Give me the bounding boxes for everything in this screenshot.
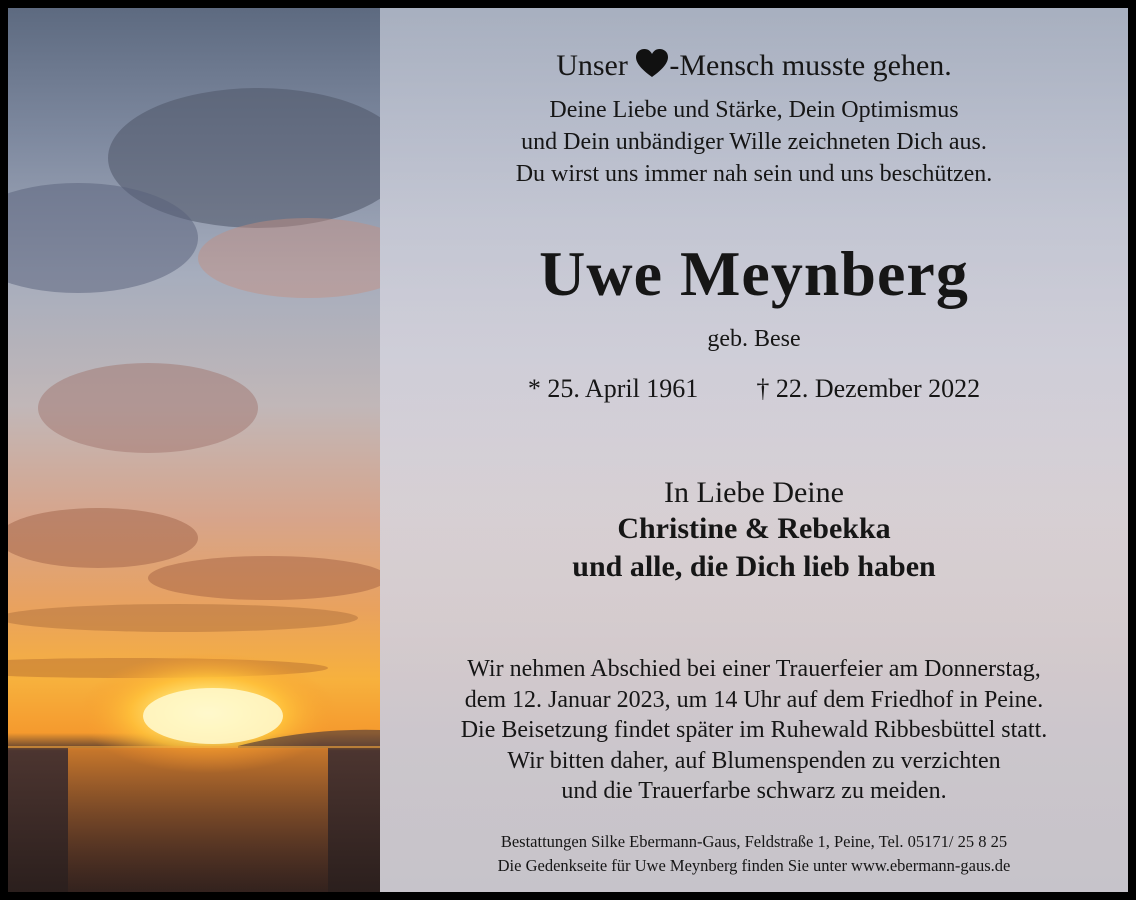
motto-line: Deine Liebe und Stärke, Dein Optimismus [549, 97, 959, 123]
motto-heading-end: -Mensch musste gehen. [669, 49, 952, 82]
mourner-line: und alle, die Dich lieb haben [572, 550, 936, 583]
footer-line: Bestattungen Silke Ebermann-Gaus, Feldstraße 1, Peine, Tel. 05171/ 25 8 25 [500, 832, 1008, 851]
notice-line: Wir nehmen Abschied bei einer Trauerfeier am Donnerstag, [467, 656, 1041, 682]
funeral-notice [380, 654, 1128, 807]
motto-verse [380, 94, 1128, 190]
life-dates [380, 372, 1128, 406]
birth-date: * 25. April 1961 [527, 374, 699, 403]
deceased-name: Uwe Meynberg [539, 238, 969, 309]
notice-line: und die Trauerfarbe schwarz zu meiden. [561, 778, 947, 804]
text-panel [380, 8, 1128, 892]
footer-line: Die Gedenkseite für Uwe Meynberg finden Sie unter www.ebermann-gaus.de [497, 856, 1011, 875]
birth-name: geb. Bese [707, 326, 801, 352]
mourners-intro: In Liebe Deine [664, 476, 844, 509]
notice-line: Wir bitten daher, auf Blumenspenden zu verzichten [507, 747, 1001, 774]
death-date: † 22. Dezember 2022 [756, 374, 981, 403]
notice-line: Die Beisetzung findet später im Ruhewald Ribbesbüttel statt. [460, 717, 1048, 743]
obituary-card [8, 8, 1128, 892]
motto-line: und Dein unbändiger Wille zeichneten Dich aus. [521, 129, 987, 155]
heart-icon [635, 48, 669, 78]
motto-heading-start: Unser [556, 49, 628, 82]
motto-line: Du wirst uns immer nah sein und uns beschützen. [515, 161, 993, 187]
notice-line: dem 12. Januar 2023, um 14 Uhr auf dem Friedhof in Peine. [464, 686, 1044, 713]
mourner-line: Christine & Rebekka [617, 512, 891, 545]
sunset-photo [8, 8, 380, 892]
motto-heading [380, 48, 1128, 84]
undertaker-footer [380, 830, 1128, 878]
mourners-list [380, 510, 1128, 586]
